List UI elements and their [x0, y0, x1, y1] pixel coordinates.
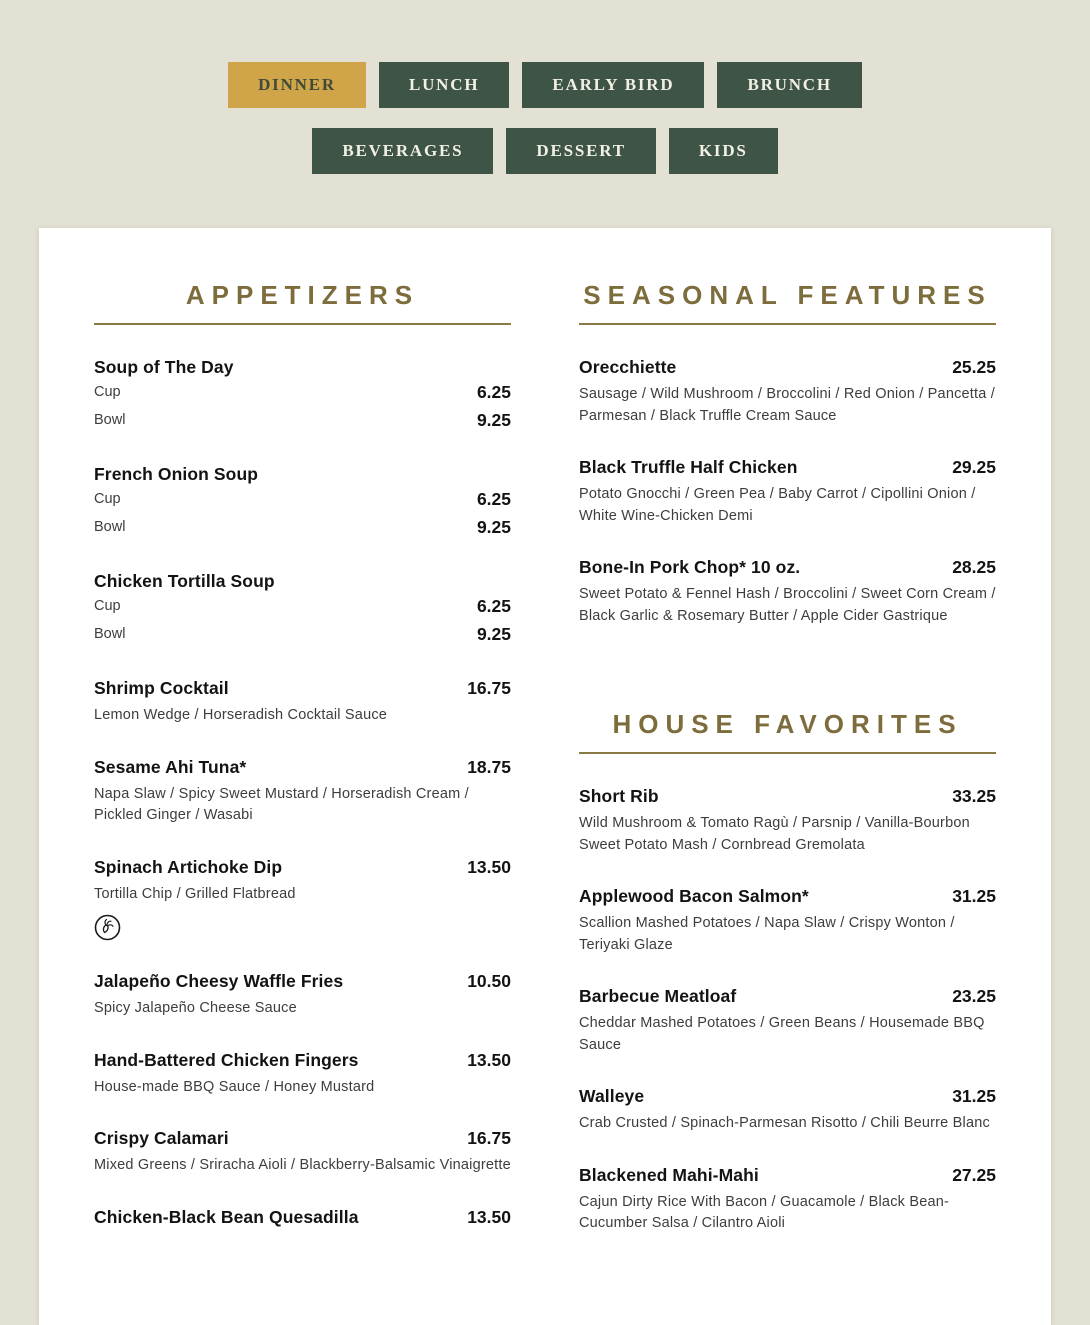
item-name: Spinach Artichoke Dip — [94, 856, 283, 877]
item-price: 27.25 — [952, 1164, 996, 1185]
menu-item-orecchiette — [579, 357, 996, 427]
menu-item-barbecue-meatloaf — [579, 986, 996, 1056]
item-price: 13.50 — [467, 1206, 511, 1227]
section-title-house-favorites: HOUSE FAVORITES — [579, 709, 996, 754]
item-description: Sweet Potato & Fennel Hash / Broccolini / Sweet Corn Cream / Black Garlic & Rosemary Butter / Apple Cider Gastrique — [579, 586, 996, 624]
item-price: 13.50 — [467, 1049, 511, 1070]
item-name: Soup of The Day — [94, 357, 234, 377]
menu-card — [39, 228, 1051, 1325]
menu-item-blackened-mahi-mahi — [579, 1165, 996, 1235]
appetizers-column — [94, 280, 511, 1265]
menu-item-sesame-ahi-tuna — [94, 757, 511, 827]
item-description: Napa Slaw / Spicy Sweet Mustard / Horseradish Cream / Pickled Ginger / Wasabi — [94, 785, 469, 823]
variant-label: Bowl — [94, 626, 126, 642]
item-description: Mixed Greens / Sriracha Aioli / Blackberry-Balsamic Vinaigrette — [94, 1157, 511, 1173]
menu-item-chicken-tortilla-soup — [94, 571, 511, 648]
variant-row — [94, 485, 511, 513]
menu-item-soup-of-the-day — [94, 357, 511, 434]
menu-item-black-truffle-half-chicken — [579, 457, 996, 527]
item-price: 18.75 — [467, 756, 511, 777]
item-description: Scallion Mashed Potatoes / Napa Slaw / Crispy Wonton / Teriyaki Glaze — [579, 915, 955, 953]
tab-lunch[interactable]: LUNCH — [379, 62, 509, 108]
item-name: Hand-Battered Chicken Fingers — [94, 1049, 359, 1070]
tab-dessert[interactable]: DESSERT — [506, 128, 655, 174]
nav-row-2 — [0, 128, 1090, 174]
menu-item-bone-in-pork-chop — [579, 557, 996, 627]
item-description: Crab Crusted / Spinach-Parmesan Risotto / Chili Beurre Blanc — [579, 1115, 990, 1131]
variant-price: 6.25 — [476, 381, 511, 402]
item-name: Black Truffle Half Chicken — [579, 457, 798, 477]
item-description: Cheddar Mashed Potatoes / Green Beans / Housemade BBQ Sauce — [579, 1015, 985, 1053]
item-name: Applewood Bacon Salmon* — [579, 886, 809, 906]
favorites-items — [579, 786, 996, 1235]
item-price: 28.25 — [952, 557, 996, 577]
menu-item-applewood-bacon-salmon — [579, 886, 996, 956]
item-description: Potato Gnocchi / Green Pea / Baby Carrot / Cipollini Onion / White Wine-Chicken Demi — [579, 486, 976, 524]
item-name: Sesame Ahi Tuna* — [94, 756, 247, 777]
item-name: Orecchiette — [579, 357, 677, 377]
item-price: 31.25 — [952, 886, 996, 906]
item-price: 29.25 — [952, 457, 996, 477]
tab-kids[interactable]: KIDS — [669, 128, 778, 174]
seasonal-items — [579, 357, 996, 627]
menu-item-french-onion-soup — [94, 464, 511, 541]
item-name: Chicken-Black Bean Quesadilla — [94, 1206, 359, 1227]
section-title-appetizers: APPETIZERS — [94, 280, 511, 325]
variant-price: 6.25 — [476, 488, 511, 509]
menu-item-jalapeno-cheesy-waffle-fries — [94, 971, 511, 1020]
tab-dinner[interactable]: DINNER — [228, 62, 366, 108]
item-description: Tortilla Chip / Grilled Flatbread — [94, 885, 296, 902]
item-name: Barbecue Meatloaf — [579, 986, 737, 1006]
variant-price: 6.25 — [476, 595, 511, 616]
tab-early-bird[interactable]: EARLY BIRD — [522, 62, 704, 108]
item-price: 13.50 — [467, 856, 511, 877]
item-name: Blackened Mahi-Mahi — [579, 1164, 759, 1185]
item-description: Sausage / Wild Mushroom / Broccolini / Red Onion / Pancetta / Parmesan / Black Truffle Cream Sauce — [579, 386, 995, 424]
menu-item-walleye — [579, 1086, 996, 1135]
item-description: House-made BBQ Sauce / Honey Mustard — [94, 1078, 375, 1095]
item-name: Jalapeño Cheesy Waffle Fries — [94, 971, 344, 991]
variant-label: Cup — [94, 384, 121, 400]
item-price: 10.50 — [467, 971, 511, 991]
variant-row — [94, 378, 511, 406]
variant-price: 9.25 — [476, 409, 511, 430]
item-name: French Onion Soup — [94, 464, 259, 484]
variant-row — [94, 406, 511, 434]
variant-row — [94, 592, 511, 620]
item-price: 16.75 — [467, 1128, 511, 1148]
variant-label: Bowl — [94, 412, 126, 428]
item-price: 33.25 — [952, 786, 996, 806]
item-name: Short Rib — [579, 786, 659, 806]
menu-item-shrimp-cocktail — [94, 678, 511, 727]
menu-item-chicken-fingers — [94, 1050, 511, 1099]
menu-item-chicken-black-bean-quesadilla — [94, 1207, 511, 1228]
tab-beverages[interactable]: BEVERAGES — [312, 128, 493, 174]
item-description: Wild Mushroom & Tomato Ragù / Parsnip / Vanilla-Bourbon Sweet Potato Mash / Cornbread Gremolata — [579, 815, 970, 853]
item-price: 31.25 — [952, 1086, 996, 1106]
appetizers-items — [94, 357, 511, 1228]
item-price: 25.25 — [952, 357, 996, 377]
variant-row — [94, 513, 511, 541]
item-name: Bone-In Pork Chop* 10 oz. — [579, 557, 801, 577]
features-column — [579, 280, 996, 1265]
variant-label: Cup — [94, 491, 121, 507]
section-title-seasonal-features: SEASONAL FEATURES — [579, 280, 996, 325]
menu-item-spinach-artichoke-dip — [94, 857, 511, 942]
menu-category-nav — [0, 0, 1090, 174]
vegetarian-icon — [94, 914, 121, 941]
tab-brunch[interactable]: BRUNCH — [717, 62, 861, 108]
item-name: Shrimp Cocktail — [94, 678, 229, 698]
item-name: Chicken Tortilla Soup — [94, 571, 275, 591]
menu-item-crispy-calamari — [94, 1128, 511, 1177]
item-price: 23.25 — [952, 986, 996, 1006]
menu-item-short-rib — [579, 786, 996, 856]
item-description: Cajun Dirty Rice With Bacon / Guacamole / Black Bean-Cucumber Salsa / Cilantro Aioli — [579, 1193, 950, 1231]
item-description: Spicy Jalapeño Cheese Sauce — [94, 1000, 297, 1016]
item-name: Crispy Calamari — [94, 1128, 229, 1148]
item-name: Walleye — [579, 1086, 645, 1106]
variant-price: 9.25 — [476, 516, 511, 537]
variant-price: 9.25 — [476, 623, 511, 644]
variant-label: Cup — [94, 598, 121, 614]
item-price: 16.75 — [467, 678, 511, 698]
nav-row-1 — [0, 62, 1090, 108]
variant-label: Bowl — [94, 519, 126, 535]
item-description: Lemon Wedge / Horseradish Cocktail Sauce — [94, 707, 388, 723]
variant-row — [94, 620, 511, 648]
